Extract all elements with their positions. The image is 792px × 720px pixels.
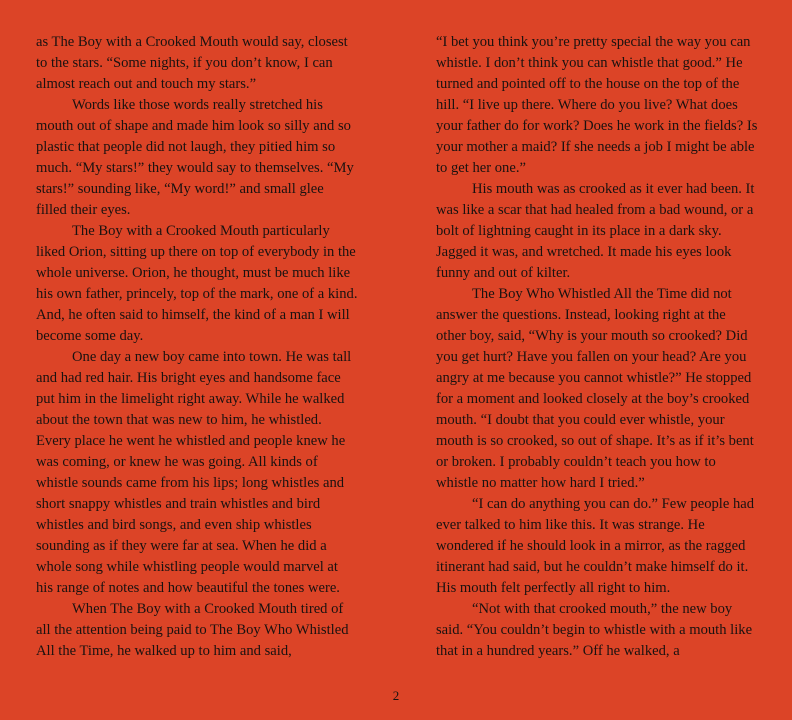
- paragraph: The Boy with a Crooked Mouth particularly liked Orion, sitting up there on top of everybody in the whole universe. Orion, he thought, must be much like his own father, princely, top of the mark, one of a kind. And, he often said to himself, the kind of a man I will become some day.: [36, 223, 358, 344]
- paragraph: “I can do anything you can do.” Few people had ever talked to him like this. It was strange. He wondered if he should look in a mirror, as the ragged itinerant had said, but he couldn’t make himself do it. His mouth felt perfectly all right to him.: [436, 496, 755, 596]
- paragraph: When The Boy with a Crooked Mouth tired of all the attention being paid to The Boy Who Whistled All the Time, he walked up to him and said,: [36, 601, 349, 659]
- paragraph: “I bet you think you’re pretty special the way you can whistle. I don’t think you can whistle that good.” He turned and pointed off to the house on the top of the hill. “I live up there. Where do you live? What does your father do for work? Does he work in the fields? Is your mother a maid? If she needs a job I might be able to get her one.”: [436, 34, 758, 176]
- paragraph: Words like those words really stretched his mouth out of shape and made him look so silly and so plastic that people did not laugh, they pitied him so much. “My stars!” they would say to themselves. “My stars!” sounding like, “My word!” and small glee filled their eyes.: [36, 97, 354, 218]
- paragraph: His mouth was as crooked as it ever had been. It was like a scar that had healed from a bad wound, or a bolt of lightning caught in its place in a dark sky. Jagged it was, and wretched. It made his eyes look funny and out of kilter.: [436, 181, 755, 281]
- page-number: 2: [392, 688, 400, 703]
- paragraph: as The Boy with a Crooked Mouth would say, closest to the stars. “Some nights, if you don’t know, I can almost reach out and touch my stars.”: [36, 34, 348, 92]
- right-column: [436, 32, 758, 662]
- left-column: [36, 32, 358, 662]
- paragraph: “Not with that crooked mouth,” the new boy said. “You couldn’t begin to whistle with a mouth like that in a hundred years.” Off he walked, a: [436, 601, 753, 659]
- paragraph: One day a new boy came into town. He was tall and had red hair. His bright eyes and handsome face put him in the limelight right away. While he walked about the town that was new to him, he whistled. Every place he went he whistled and people knew he was coming, or knew he was going. All kinds of whistle sounds came from his lips; long whistles and short snappy whistles and train whistles and bird whistles and bird songs, and even ship whistles sounding as if they were far at sea. When he did a whole song while whistling people would marvel at his range of notes and how beautiful the tones were.: [36, 349, 352, 596]
- paragraph: The Boy Who Whistled All the Time did not answer the questions. Instead, looking right at the other boy, said, “Why is your mouth so crooked? Did you get hurt? Have you fallen on your head? Are you angry at me because you cannot whistle?” He stopped for a moment and looked closely at the boy’s crooked mouth. “I doubt that you could ever whistle, your mouth is so crooked, so out of shape. It’s as if it’s bent or broken. I probably couldn’t teach you how to whistle no matter how hard I tried.”: [436, 286, 754, 491]
